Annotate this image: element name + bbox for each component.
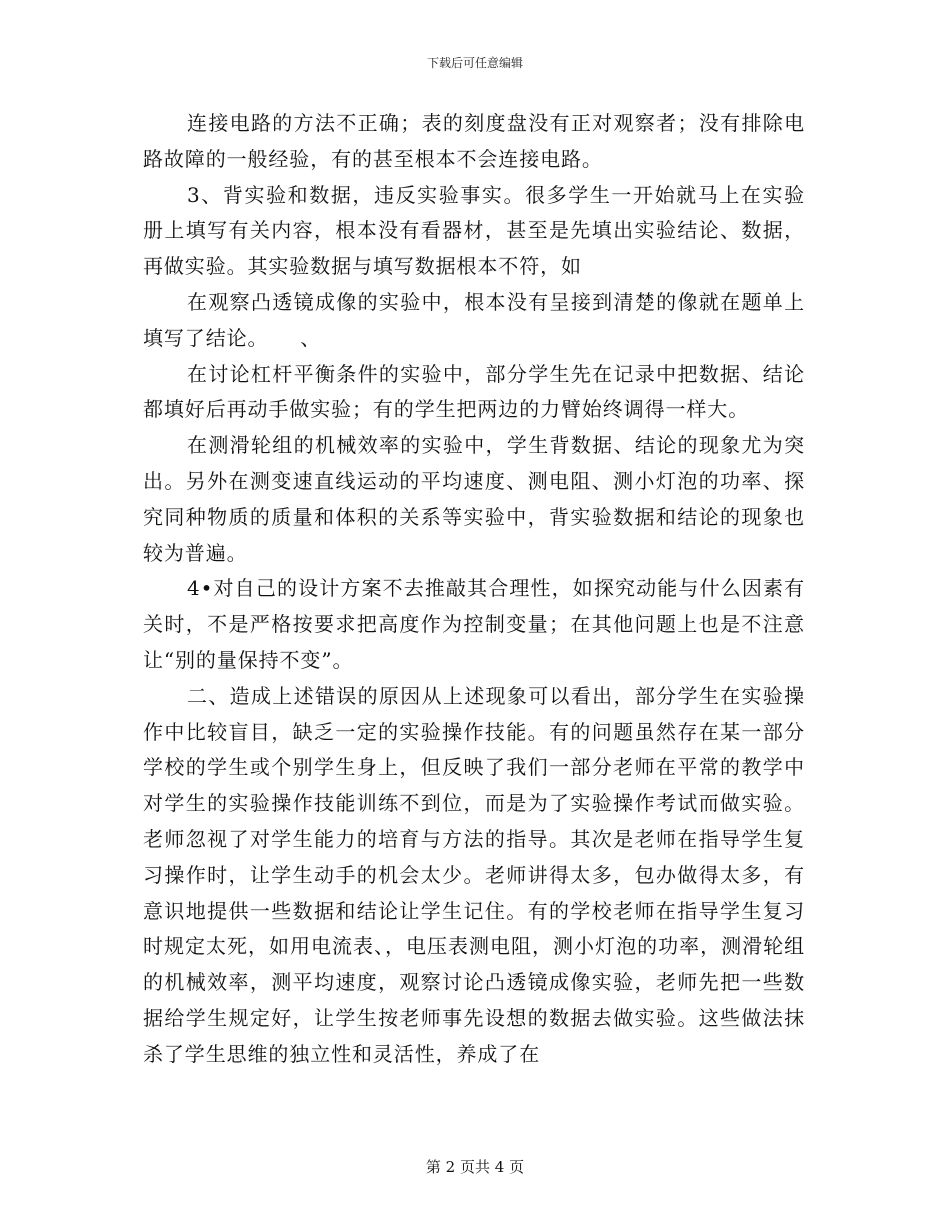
document-body — [143, 106, 805, 1073]
paragraph: 4•对自己的设计方案不去推敲其合理性，如探究动能与什么因素有关时，不是严格按要求把高度作为控制变量；在其他问题上也是不注意让“别的量保持不变”。 — [143, 576, 805, 672]
paragraph: 连接电路的方法不正确；表的刻度盘没有正对观察者；没有排除电路故障的一般经验，有的甚至根本不会连接电路。 — [143, 111, 805, 171]
paragraph: 在讨论杠杆平衡条件的实验中，部分学生先在记录中把数据、结论都填好后再动手做实验；有的学生把两边的力臂始终调得一样大。 — [143, 361, 805, 422]
paragraph: 在观察凸透镜成像的实验中，根本没有呈接到清楚的像就在题单上填写了结论。 、 — [143, 289, 805, 350]
page-footer: 第 2 页共 4 页 — [425, 1158, 525, 1176]
paragraph: 在测滑轮组的机械效率的实验中，学生背数据、结论的现象尤为突出。另外在测变速直线运动的平均速度、测电阻、测小灯泡的功率、探究同种物质的质量和体积的关系等实验中，背实验数据和结论的现象也较为普遍。 — [143, 433, 805, 565]
paragraph: 3、背实验和数据，违反实验事实。很多学生一开始就马上在实验册上填写有关内容，根本没有看器材，甚至是先填出实验结论、数据，再做实验。其实验数据与填写数据根本不符，如 — [143, 182, 805, 279]
page-header: 下载后可任意编辑 — [426, 56, 523, 70]
paragraph: 二、造成上述错误的原因从上述现象可以看出，部分学生在实验操作中比较盲目，缺乏一定的实验操作技能。有的问题虽然存在某一部分学校的学生或个别学生身上，但反映了我们一部分老师在平常的教学中对学生的实验操作技能训练不到位，而是为了实验操作考试而做实验。老师忽视了对学生能力的培育与方法的指导。其次是老师在指导学生复习操作时，让学生动手的机会太少。老师讲得太多，包办做得太多，有意识地提供一些数据和结论让学生记住。有的学校老师在指导学生复习时规定太死，如用电流表、，电压表测电阻，测小灯泡的功率，测滑轮组的机械效率，测平均速度，观察讨论凸透镜成像实验，老师先把一些数据给学生规定好，让学生按老师事先设想的数据去做实验。这些做法抹杀了学生思维的独立性和灵活性，养成了在 — [143, 683, 805, 1066]
